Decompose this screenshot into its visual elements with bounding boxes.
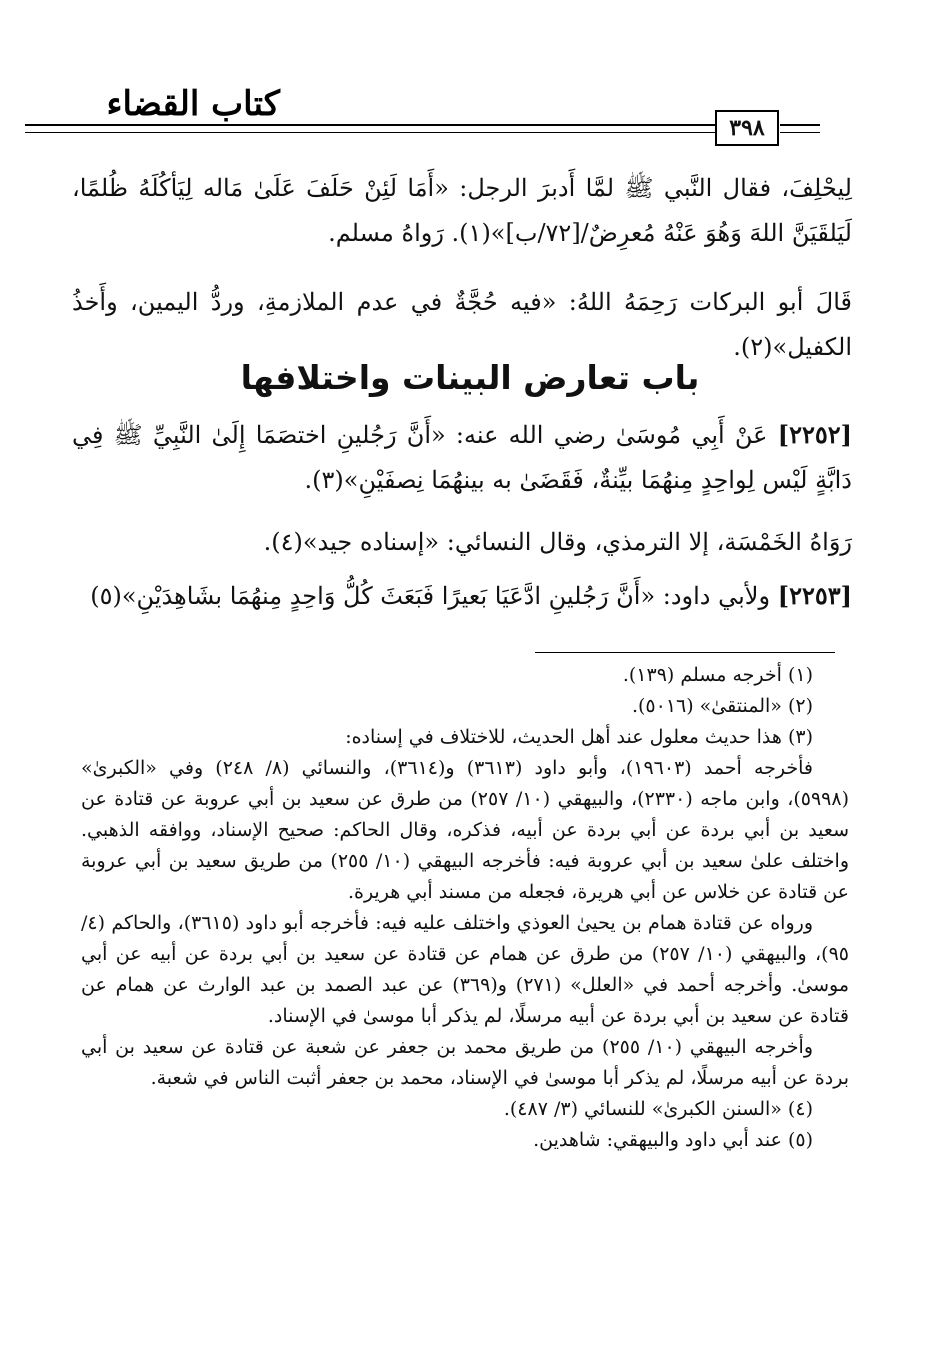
page-number: ٣٩٨ xyxy=(715,110,779,146)
header-rule-right xyxy=(780,124,820,126)
footnote-separator xyxy=(535,652,835,653)
paragraph-narration-note: رَوَاهُ الخَمْسَة، إلا الترمذي، وقال النسائي: «إسناده جيد»(٤). xyxy=(263,528,852,556)
footnote-3-paragraph-c: وأخرجه البيهقي (١٠/ ٢٥٥) من طريق محمد بن جعفر عن شعبة عن قتادة عن سعيد بن أبي بردة عن أبيه مرسلًا، لم يذكر أبا موسىٰ في الإسناد، محمد بن جعفر أثبت الناس في شعبة. xyxy=(81,1036,849,1089)
footnote-1: (١) أخرجه مسلم (١٣٩). xyxy=(622,664,813,686)
paragraph-hadith-2253 xyxy=(72,573,852,619)
hadith-2253-text: ولأبي داود: «أَنَّ رَجُلينِ ادَّعَيَا بَعيرًا فَبَعَثَ كُلُّ وَاحِدٍ مِنهُمَا بشَاهِدَيْنِ»(٥) xyxy=(90,582,771,610)
hadith-2252-text: عَنْ أَبِي مُوسَىٰ رضي الله عنه: «أَنَّ رَجُلينِ اختصَمَا إِلَىٰ النَّبِيِّ ﷺ فِي دَابَّةٍ لَيْس لِواحِدٍ مِنهُمَا بيِّنةٌ، فَقَضَىٰ به بينهُمَا نِصفَيْنِ»(٣). xyxy=(72,421,852,494)
footnote-3-paragraph-b: ورواه عن قتادة همام بن يحيىٰ العوذي واختلف عليه فيه: فأخرجه أبو داود (٣٦١٥)، والحاكم (٤/ ٩٥)، والبيهقي (١٠/ ٢٥٧) من طرق عن همام عن قتادة عن سعيد بن أبي بردة عن أبيه عن أبي موسىٰ. وأخرجه أحمد في «العلل» (٢٧١) و(٣٦٩) عن عبد الصمد بن عبد الوارث عن همام عن قتادة عن سعيد بن أبي بردة عن أبيه مرسلًا، لم يذكر أبا موسىٰ في الإسناد. xyxy=(81,912,849,1027)
hadith-number-2253: [٢٢٥٣] xyxy=(777,581,852,610)
footnote-5: (٥) عند أبي داود والبيهقي: شاهدين. xyxy=(533,1129,813,1151)
running-book-title: كتاب القضاء xyxy=(106,84,280,124)
paragraph-hadith-2252 xyxy=(72,412,852,503)
footnote-3-paragraph-a: فأخرجه أحمد (١٩٦٠٣)، وأبو داود (٣٦١٣) و(٣٦١٤)، والنسائي (٨/ ٢٤٨) وفي «الكبرىٰ» (٥٩٩٨)، وابن ماجه (٢٣٣٠)، والبيهقي (١٠/ ٢٥٧) من طرق عن سعيد بن أبي عروبة عن قتادة عن سعيد بن أبي بردة عن أبي بردة عن أبيه، فذكره، وقال الحاكم: صحيح الإسناد، ووافقه الذهبي. واختلف علىٰ سعيد بن أبي عروبة فيه: فأخرجه البيهقي (١٠/ ٢٥٥) من طريق سعيد بن أبي عروبة عن قتادة عن خلاس عن أبي هريرة، فجعله من مسند أبي هريرة. xyxy=(81,757,850,903)
header-rule xyxy=(25,124,715,126)
paragraph-hadith-continuation: لِيحْلِفَ، فقال النَّبي ﷺ لمَّا أَدبرَ الرجل: «أَمَا لَئِنْ حَلَفَ عَلَىٰ مَاله لِيَأكُلَهُ ظُلمًا، لَيَلقَيَنَّ اللهَ وَهُوَ عَنْهُ مُعرِضٌ/[٧٢/ب]»(١). رَواهُ مسلم. xyxy=(72,174,852,247)
header-rule-right-thin xyxy=(780,132,820,133)
footnotes xyxy=(81,660,849,1156)
footnote-4: (٤) «السنن الكبرىٰ» للنسائي (٣/ ٤٨٧). xyxy=(503,1098,813,1120)
header-rule-thin xyxy=(25,132,715,133)
paragraph-abu-barakat-comment: قَالَ أبو البركات رَحِمَهُ اللهُ: «فيه حُجَّةٌ في عدم الملازمةِ، وردُّ اليمين، وأَخذُ الكفيل»(٢). xyxy=(72,288,852,361)
footnote-2: (٢) «المنتقىٰ» (٥٠١٦). xyxy=(631,695,813,717)
footnote-3: (٣) هذا حديث معلول عند أهل الحديث، للاختلاف في إسناده: xyxy=(345,726,813,748)
chapter-heading: باب تعارض البينات واختلافها xyxy=(240,358,700,397)
hadith-number-2252: [٢٢٥٢] xyxy=(777,420,852,449)
